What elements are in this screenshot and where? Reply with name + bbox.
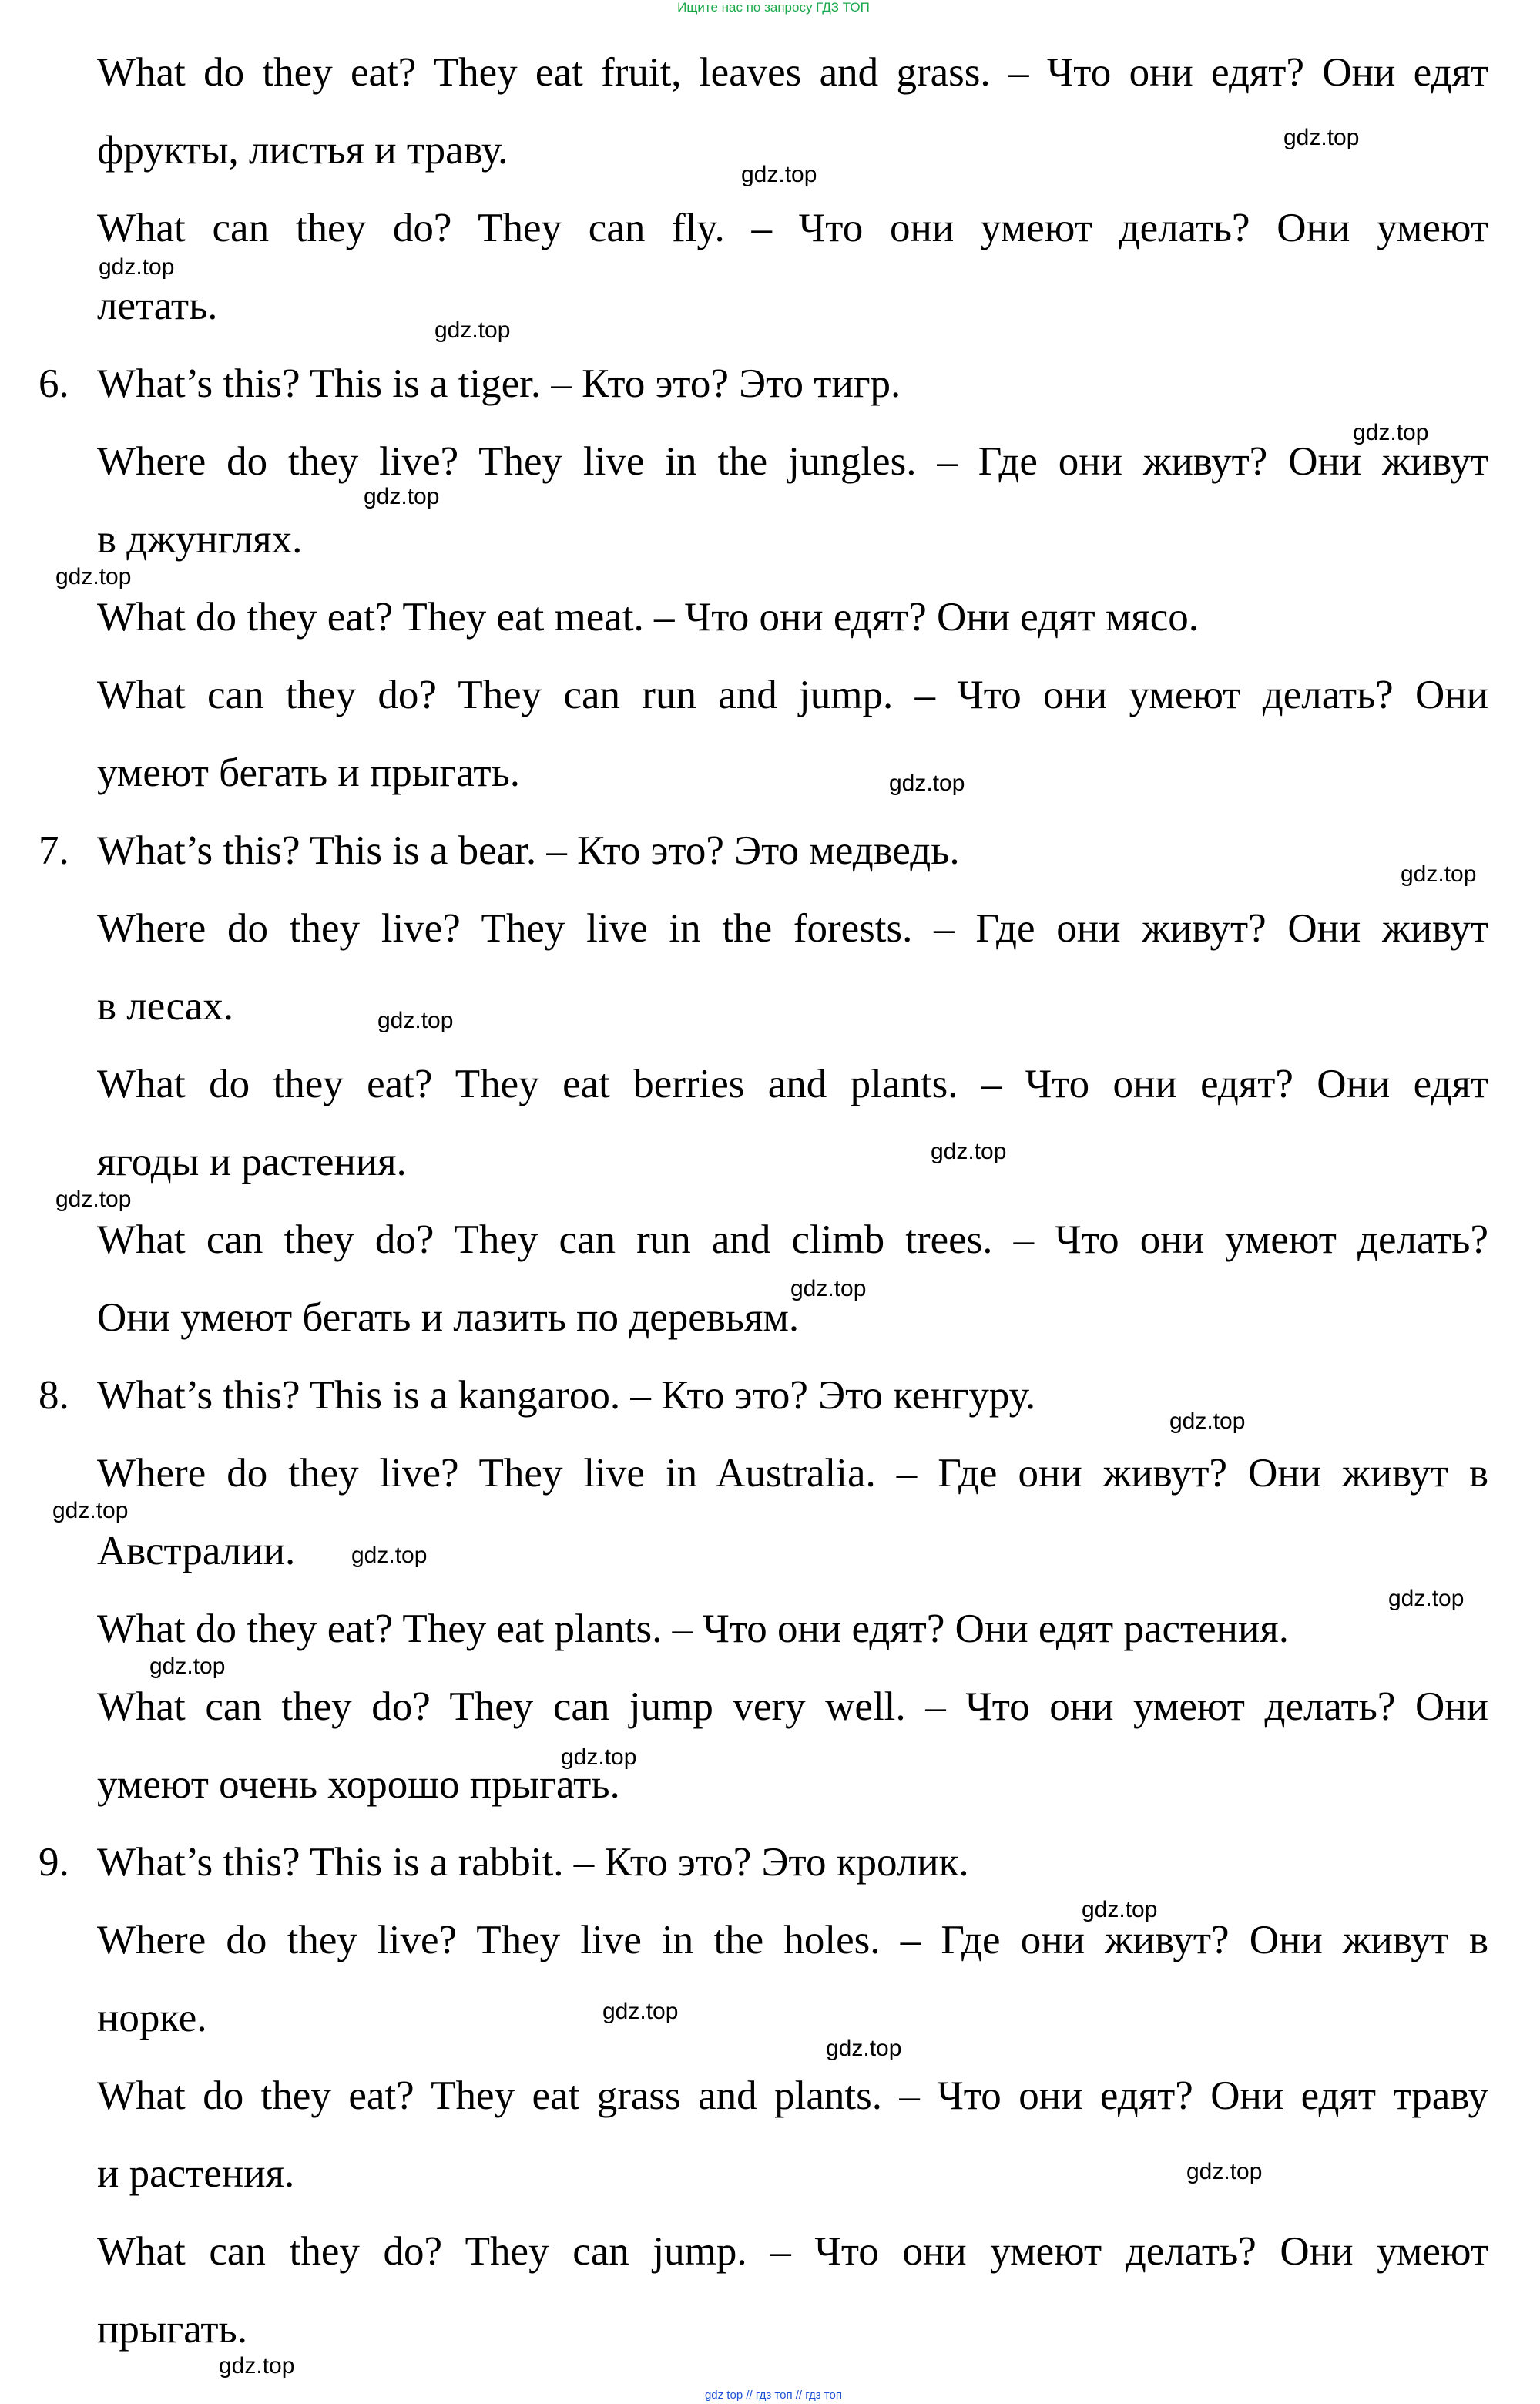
watermark: gdz.top	[434, 317, 511, 343]
watermark: gdz.top	[561, 1744, 637, 1770]
text-line: What can they do? They can fly. – Что они умеют делать? Они умеют	[97, 206, 1488, 250]
text-line: What can they do? They can run and jump. – Что они умеют делать? Они	[97, 673, 1488, 717]
text-line: фрукты, листья и траву.	[97, 128, 508, 173]
watermark: gdz.top	[1082, 1897, 1158, 1922]
item-number-9: 9.	[39, 1840, 69, 1885]
text-line: Where do they live? They live in Australia. – Где они живут? Они живут в	[97, 1451, 1488, 1496]
watermark: gdz.top	[1388, 1586, 1465, 1611]
text-line: Where do they live? They live in the holes. – Где они живут? Они живут в	[97, 1918, 1488, 1962]
watermark: gdz.top	[364, 484, 440, 509]
watermark: gdz.top	[826, 2036, 902, 2061]
site-footer-note: gdz top // гдз топ // гдз топ	[704, 2389, 843, 2402]
watermark: gdz.top	[1283, 125, 1360, 150]
text-line: умеют бегать и прыгать.	[97, 750, 520, 795]
watermark: gdz.top	[99, 254, 175, 280]
watermark: gdz.top	[889, 771, 965, 796]
watermark: gdz.top	[351, 1543, 428, 1568]
item-number-6: 6.	[39, 361, 69, 406]
text-line: What do they eat? They eat plants. – Что они едят? Они едят растения.	[97, 1607, 1290, 1651]
text-line: What do they eat? They eat fruit, leaves and grass. – Что они едят? Они едят	[97, 50, 1488, 95]
text-line: What do they eat? They eat meat. – Что они едят? Они едят мясо.	[97, 595, 1199, 640]
watermark: gdz.top	[1353, 420, 1429, 445]
watermark: gdz.top	[149, 1654, 226, 1679]
watermark: gdz.top	[55, 564, 132, 589]
text-line: What’s this? This is a bear. – Кто это? Это медведь.	[97, 828, 960, 873]
text-line: ягоды и растения.	[97, 1140, 407, 1184]
text-line: What’s this? This is a tiger. – Кто это? Это тигр.	[97, 361, 901, 406]
text-line: What can they do? They can run and climb trees. – Что они умеют делать?	[97, 1217, 1488, 1262]
text-line: What can they do? They can jump. – Что они умеют делать? Они умеют	[97, 2229, 1488, 2274]
text-line: норке.	[97, 1996, 207, 2040]
text-line: прыгать.	[97, 2307, 247, 2352]
text-line: What’s this? This is a rabbit. – Кто это? Это кролик.	[97, 1840, 969, 1885]
text-line: Where do they live? They live in the jungles. – Где они живут? Они живут	[97, 439, 1488, 484]
watermark: gdz.top	[1169, 1408, 1246, 1434]
watermark: gdz.top	[1401, 861, 1477, 887]
watermark: gdz.top	[602, 1999, 679, 2024]
text-line: умеют очень хорошо прыгать.	[97, 1762, 620, 1807]
watermark: gdz.top	[1186, 2159, 1263, 2184]
watermark: gdz.top	[741, 162, 817, 187]
text-line: летать.	[97, 284, 218, 328]
watermark: gdz.top	[790, 1276, 867, 1301]
text-line: What’s this? This is a kangaroo. – Кто это? Это кенгуру.	[97, 1373, 1036, 1418]
item-number-7: 7.	[39, 828, 69, 873]
text-line: и растения.	[97, 2151, 295, 2196]
text-line: Where do they live? They live in the forests. – Где они живут? Они живут	[97, 906, 1488, 951]
text-line: What do they eat? They eat berries and plants. – Что они едят? Они едят	[97, 1062, 1488, 1106]
text-line: Они умеют бегать и лазить по деревьям.	[97, 1295, 800, 1340]
watermark: gdz.top	[931, 1139, 1007, 1164]
watermark: gdz.top	[55, 1187, 132, 1212]
text-line: в лесах.	[97, 984, 234, 1029]
text-line: Австралии.	[97, 1529, 296, 1573]
item-number-8: 8.	[39, 1373, 69, 1418]
text-line: в джунглях.	[97, 517, 303, 562]
watermark: gdz.top	[52, 1498, 129, 1523]
text-line: What can they do? They can jump very well. – Что они умеют делать? Они	[97, 1684, 1488, 1729]
watermark: gdz.top	[377, 1008, 454, 1033]
site-header-note: Ищите нас по запросу ГДЗ ТОП	[677, 0, 870, 15]
text-line: What do they eat? They eat grass and plants. – Что они едят? Они едят траву	[97, 2073, 1488, 2118]
watermark: gdz.top	[219, 2353, 295, 2379]
